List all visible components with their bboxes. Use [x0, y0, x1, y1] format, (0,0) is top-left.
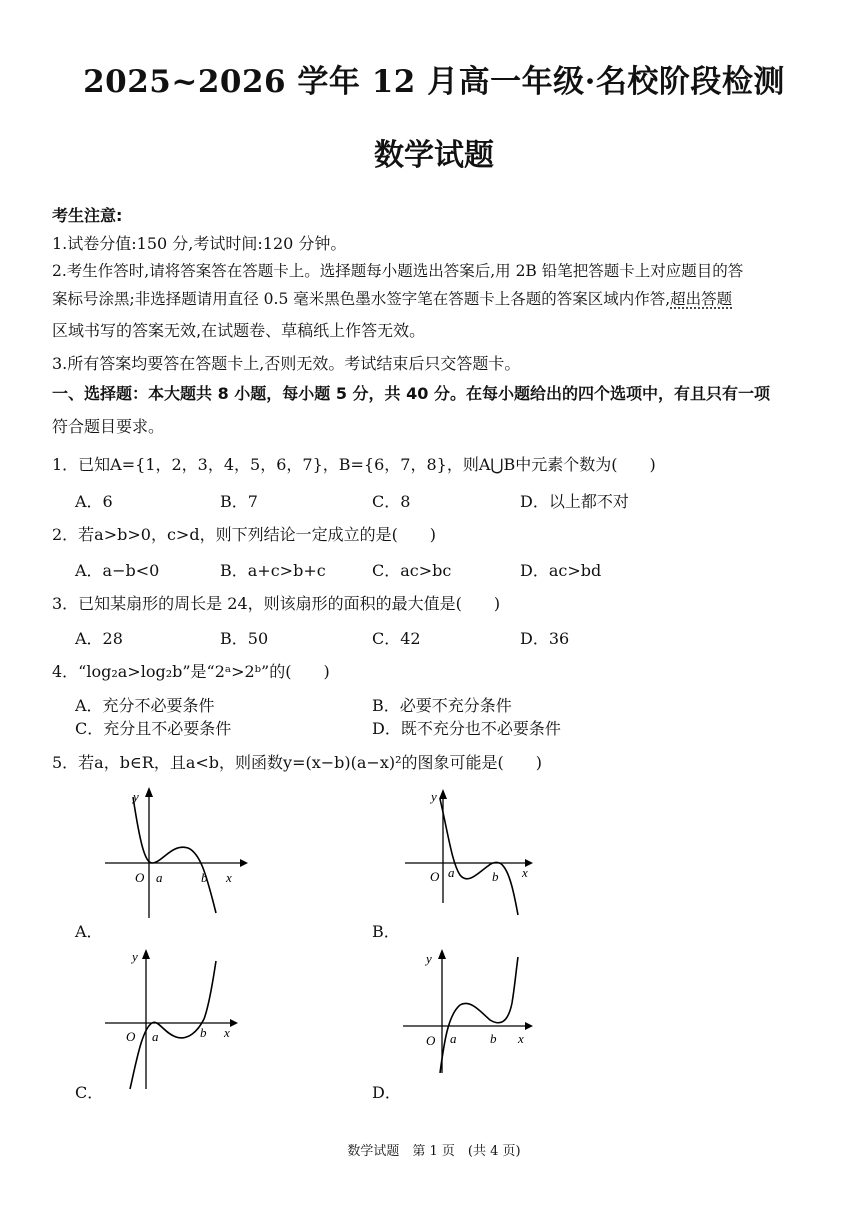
- notice-heading: 考生注意:: [52, 206, 123, 225]
- question-5-option-c: C．: [75, 1083, 104, 1102]
- graph-option-a: [100, 783, 250, 923]
- notice-item-2-emphasis: 超出答题: [670, 290, 733, 308]
- question-4-option-d: D．既不充分也不必要条件: [372, 719, 561, 738]
- graph-b-label-b: b: [492, 869, 499, 884]
- question-1-option-c: C．8: [372, 492, 411, 511]
- graph-c-y-arrow: [142, 949, 150, 959]
- notice-item-2-line2: [52, 287, 732, 309]
- notice-item-2-line2-text: 案标号涂黑;非选择题请用直径 0.5 毫米黑色墨水签字笔在答题卡上各题的答案区域内作答,: [52, 290, 671, 308]
- question-5-option-a: A．: [75, 922, 103, 941]
- graph-option-b: [400, 783, 550, 923]
- question-5-option-b: B．: [372, 922, 400, 941]
- question-1-stem: 1．已知A={1，2，3，4，5，6，7}，B={6，7，8}，则A⋃B中元素个数为( ): [52, 455, 656, 474]
- graph-d-origin: O: [426, 1033, 436, 1048]
- question-2-option-c: C．ac>bc: [372, 561, 452, 580]
- graph-d-label-b: b: [490, 1031, 497, 1046]
- notice-item-1: 1.试卷分值:150 分,考试时间:120 分钟。: [52, 234, 347, 253]
- notice-item-2-line3: 区域书写的答案无效,在试题卷、草稿纸上作答无效。: [52, 321, 426, 340]
- graph-d-x-label: x: [518, 1031, 524, 1046]
- question-2-option-d: D．ac>bd: [520, 561, 602, 580]
- exam-subtitle: 数学试题: [374, 138, 494, 173]
- graph-d-x-arrow: [525, 1022, 533, 1030]
- graph-b-origin: O: [430, 869, 440, 884]
- graph-c-origin: O: [126, 1029, 136, 1044]
- question-1-option-a: A．6: [75, 492, 113, 511]
- graph-a-y-label: y: [133, 789, 139, 804]
- graph-a-x-label: x: [226, 870, 232, 885]
- question-4-stem: 4．“log₂a>log₂b”是“2ᵃ>2ᵇ”的( ): [52, 662, 330, 681]
- question-3-option-a: A．28: [75, 629, 123, 648]
- graph-b-label-a: a: [448, 865, 455, 880]
- graph-c-x-label: x: [224, 1025, 230, 1040]
- graph-b-y-label: y: [431, 789, 437, 804]
- graph-option-d: [400, 943, 550, 1093]
- graph-c-y-label: y: [132, 949, 138, 964]
- section1-heading-line2: 符合题目要求。: [52, 417, 165, 436]
- graph-a-label-a: a: [156, 870, 163, 885]
- question-2-option-a: A．a−b<0: [75, 561, 160, 580]
- graph-b-curve: [440, 799, 518, 915]
- question-2-option-b: B．a+c>b+c: [220, 561, 326, 580]
- graph-option-c: [100, 943, 250, 1093]
- question-1-option-d: D．以上都不对: [520, 492, 629, 511]
- question-3-option-d: D．36: [520, 629, 570, 648]
- graph-a-y-arrow: [145, 787, 153, 797]
- graph-b-x-label: x: [522, 865, 528, 880]
- graph-b-y-arrow: [439, 789, 447, 799]
- question-3-option-c: C．42: [372, 629, 421, 648]
- graph-c-label-a: a: [152, 1029, 159, 1044]
- graph-c-label-b: b: [200, 1025, 207, 1040]
- graph-a-origin: O: [135, 870, 145, 885]
- section1-heading-line1: 一、选择题：本大题共 8 小题，每小题 5 分，共 40 分。在每小题给出的四个选项中，有且只有一项: [52, 384, 770, 403]
- graph-d-y-arrow: [438, 949, 446, 959]
- question-3-stem: 3．已知某扇形的周长是 24，则该扇形的面积的最大值是( ): [52, 594, 501, 613]
- question-1-option-b: B．7: [220, 492, 258, 511]
- graph-d-curve: [440, 957, 518, 1073]
- question-4-option-c: C．充分且不必要条件: [75, 719, 232, 738]
- question-4-option-a: A．充分不必要条件: [75, 696, 215, 715]
- question-5-option-d: D．: [372, 1083, 401, 1102]
- question-3-option-b: B．50: [220, 629, 269, 648]
- exam-title: 2025~2026 学年 12 月高一年级·名校阶段检测: [83, 64, 785, 100]
- notice-item-3: 3.所有答案均要答在答题卡上,否则无效。考试结束后只交答题卡。: [52, 354, 521, 373]
- question-4-option-b: B．必要不充分条件: [372, 696, 512, 715]
- question-2-stem: 2．若a>b>0，c>d，则下列结论一定成立的是( ): [52, 525, 437, 544]
- graph-a-label-b: b: [201, 870, 208, 885]
- graph-a-curve: [133, 797, 216, 913]
- notice-item-2-line1: 2.考生作答时,请将答案答在答题卡上。选择题每小题选出答案后,用 2B 铅笔把答题卡上对应题目的答: [52, 262, 744, 280]
- graph-d-label-a: a: [450, 1031, 457, 1046]
- graph-a-x-arrow: [240, 859, 248, 867]
- graph-d-y-label: y: [426, 951, 432, 966]
- graph-c-x-arrow: [230, 1019, 238, 1027]
- question-5-stem: 5．若a，b∈R，且a<b，则函数y=(x−b)(a−x)²的图象可能是( ): [52, 753, 542, 772]
- page-footer: 数学试题 第 1 页 (共 4 页): [347, 1144, 521, 1159]
